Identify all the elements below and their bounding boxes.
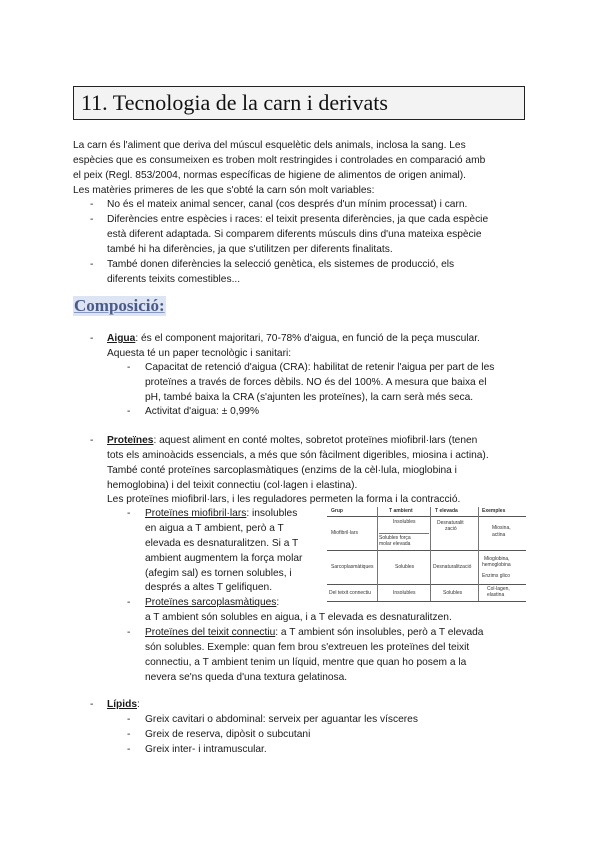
th-tambient: T ambient [389,508,413,514]
td-sarco-tel: Desnaturalització [433,564,472,570]
bullet-dash: - [90,699,94,710]
sub-bullet-dash: - [127,406,131,417]
chapter-title-box [73,86,525,120]
td-miofib-tel-2: zació [445,526,457,532]
th-televada: T elevada [435,508,458,514]
td-sarco-group: Sarcoplasmàtiques [331,564,374,570]
sub-bullet-dash: - [127,729,131,740]
td-conn-ex-2: elastina [487,592,505,598]
intro-line-2: espècies que es consumeixen es troben molt restringides i controlades en comparació amb [73,155,486,166]
table-row [327,584,526,602]
proteines-line-1 [107,433,527,448]
miofib-line-6: després a altes T gelifiquen. [145,582,273,593]
proteines-line-4: hemoglobina) i del teixit connectiu (col·lagen i elastina). [107,480,358,491]
sub-bullet-dash: - [127,627,131,638]
th-exemples: Exemples [482,508,506,514]
connectiu-line-3: connectiu, a T ambient tenim un líquid, mentre que quan ho posem a la [145,657,467,668]
miofib-line-1 [145,506,297,521]
td-miofib-tamb-1: Insolubles [393,519,416,525]
proteines-line-5: Les proteïnes miofibril·lars, i les reguladores permeten la forma i la contracció. [107,494,461,505]
bullet-2-line-1: Diferències entre espècies i races: el teixit presenta diferències, ja que cada espècie [107,214,489,225]
lipids-item-3: Greix inter- i intramuscular. [145,744,267,755]
bullet-2-line-2: està diferent adaptada. Si comparem diferents músculs dins d'una mateixa espècie [107,229,482,240]
intro-line-3: el peix (Regl. 853/2004, normas específicas de higiene de alimentos de origen animal). [73,170,467,181]
bullet-1-line-1: No és el mateix animal sencer, canal (cos després d'un mínim processat) i carn. [107,199,468,210]
proteines-line-3: També conté proteïnes sarcoplasmàtiques (enzims de la cèl·lula, mioglobina i [107,465,457,476]
td-sarco-tamb: Solubles [395,564,415,570]
bullet-3-line-2: diferents teixits comestibles... [107,274,241,285]
proteines-line-1-text: : aquest aliment en conté moltes, sobretot proteïnes miofibril·lars (tenen [153,435,478,446]
cra-line-2: proteïnes a través de forces dèbils. NO és del 100%. A mesura que baixa el [145,377,487,388]
td-conn-tel: Solubles [443,590,463,596]
proteines-line-2: tots els aminoàcids essencials, a més que són fàcilment digeribles, miosina i actina). [107,450,489,461]
activitat-aigua: Activitat d'aigua: ± 0,99% [145,406,260,417]
sub-bullet-dash: - [127,744,131,755]
miofib-line-3: elevada es desnaturalitzen. Si a T [145,538,299,549]
sub-bullet-dash: - [127,508,131,519]
cra-line-1: Capacitat de retenció d'aigua (CRA): habilitat de retenir l'aigua per part de les [145,362,495,373]
td-miofib-group: Miofibril·lars [331,530,358,536]
table-col-divider [430,507,431,601]
lipids-line-1-text: : [137,699,140,710]
connectiu-line-1-text: : a T ambient són insolubles, però a T elevada [275,627,484,638]
miofib-label: Proteïnes miofibril·lars [145,508,247,519]
miofib-line-2: en aigua a T ambient, però a T [145,523,284,534]
table-row [327,516,526,551]
sub-bullet-dash: - [127,597,131,608]
bullet-dash: - [90,259,94,270]
intro-line-4: Les matèries primeres de les que s'obté la carn són molt variables: [73,185,375,196]
aigua-line-1 [107,331,480,346]
table-col-divider [478,507,479,601]
lipids-item-1: Greix cavitari o abdominal: serveix per aguantar les vísceres [145,714,418,725]
miofib-line-1-text: : insolubles [246,508,298,519]
section-heading-composicio: Composició: [74,296,165,315]
lipids-item-2: Greix de reserva, dipòsit o subcutani [145,729,311,740]
miofib-line-4: ambient augmentem la força molar [145,553,303,564]
sub-bullet-dash: - [127,362,131,373]
proteins-table [327,507,526,602]
cra-line-3: pH, també baixa la CRA (s'ajunten les proteïnes), la carn serà més seca. [145,392,474,403]
td-conn-tamb: Insolubles [393,590,416,596]
table-col-divider [377,507,378,601]
sub-bullet-dash: - [127,714,131,725]
intro-line-1: La carn és l'aliment que deriva del múscul esquelètic dels animals, inclosa la sang. Les [73,140,466,151]
td-sarco-ex-1: Mioglobina, [484,556,510,562]
td-conn-ex-1: Col·lagen, [487,586,510,592]
td-conn-group: Del teixit connectiu [329,590,371,596]
sarco-line-1 [145,595,279,610]
lipids-label: Lípids [107,699,137,710]
bullet-dash: - [90,199,94,210]
td-miofib-ex-1: Miosina, [492,525,511,531]
aigua-line-2: Aquesta té un paper tecnològic i sanitari: [107,348,292,359]
td-miofib-tamb-2: Solubles força [379,535,411,541]
bullet-3-line-1: També donen diferències la selecció genètica, els sistemes de producció, els [107,259,455,270]
miofib-line-5: (afegim sal) es tornen solubles, i [145,568,292,579]
lipids-line-1 [107,697,140,712]
connectiu-line-1 [145,625,527,640]
sarco-line-2: a T ambient són solubles en aigua, i a T elevada es desnaturalitzen. [145,612,452,623]
aigua-label: Aigua [107,333,136,344]
table-inner-divider [379,533,429,534]
connectiu-line-4: nevera se'ns queda d'una textura gelatinosa. [145,672,348,683]
proteines-label: Proteïnes [107,435,154,446]
td-miofib-ex-2: actina [492,532,506,538]
bullet-dash: - [90,214,94,225]
td-miofib-tel-1: Desnaturalit [437,520,464,526]
connectiu-line-2: són solubles. Exemple: quan fem brou s'extreuen les proteïnes del teixit [145,642,470,653]
chapter-title: 11. Tecnologia de la carn i derivats [81,90,388,115]
bullet-dash: - [90,435,94,446]
connectiu-label: Proteïnes del teixit connectiu [145,627,276,638]
td-sarco-ex-2: hemoglobina [482,562,511,568]
td-sarco-ex-3: Enzims glico [482,573,511,579]
bullet-dash: - [90,333,94,344]
td-miofib-tamb-3: molar elevada [379,541,411,547]
bullet-2-line-3: també hi ha diferències, ja que s'utilitzen per diferents finalitats. [107,244,393,255]
table-row [327,550,526,585]
sarco-line-1-text: : [276,597,280,608]
aigua-line-1-text: : és el component majoritari, 70-78% d'aigua, en funció de la peça muscular. [135,333,480,344]
th-grup: Grup [331,508,343,514]
sarco-label: Proteïnes sarcoplasmàtiques [145,597,277,608]
